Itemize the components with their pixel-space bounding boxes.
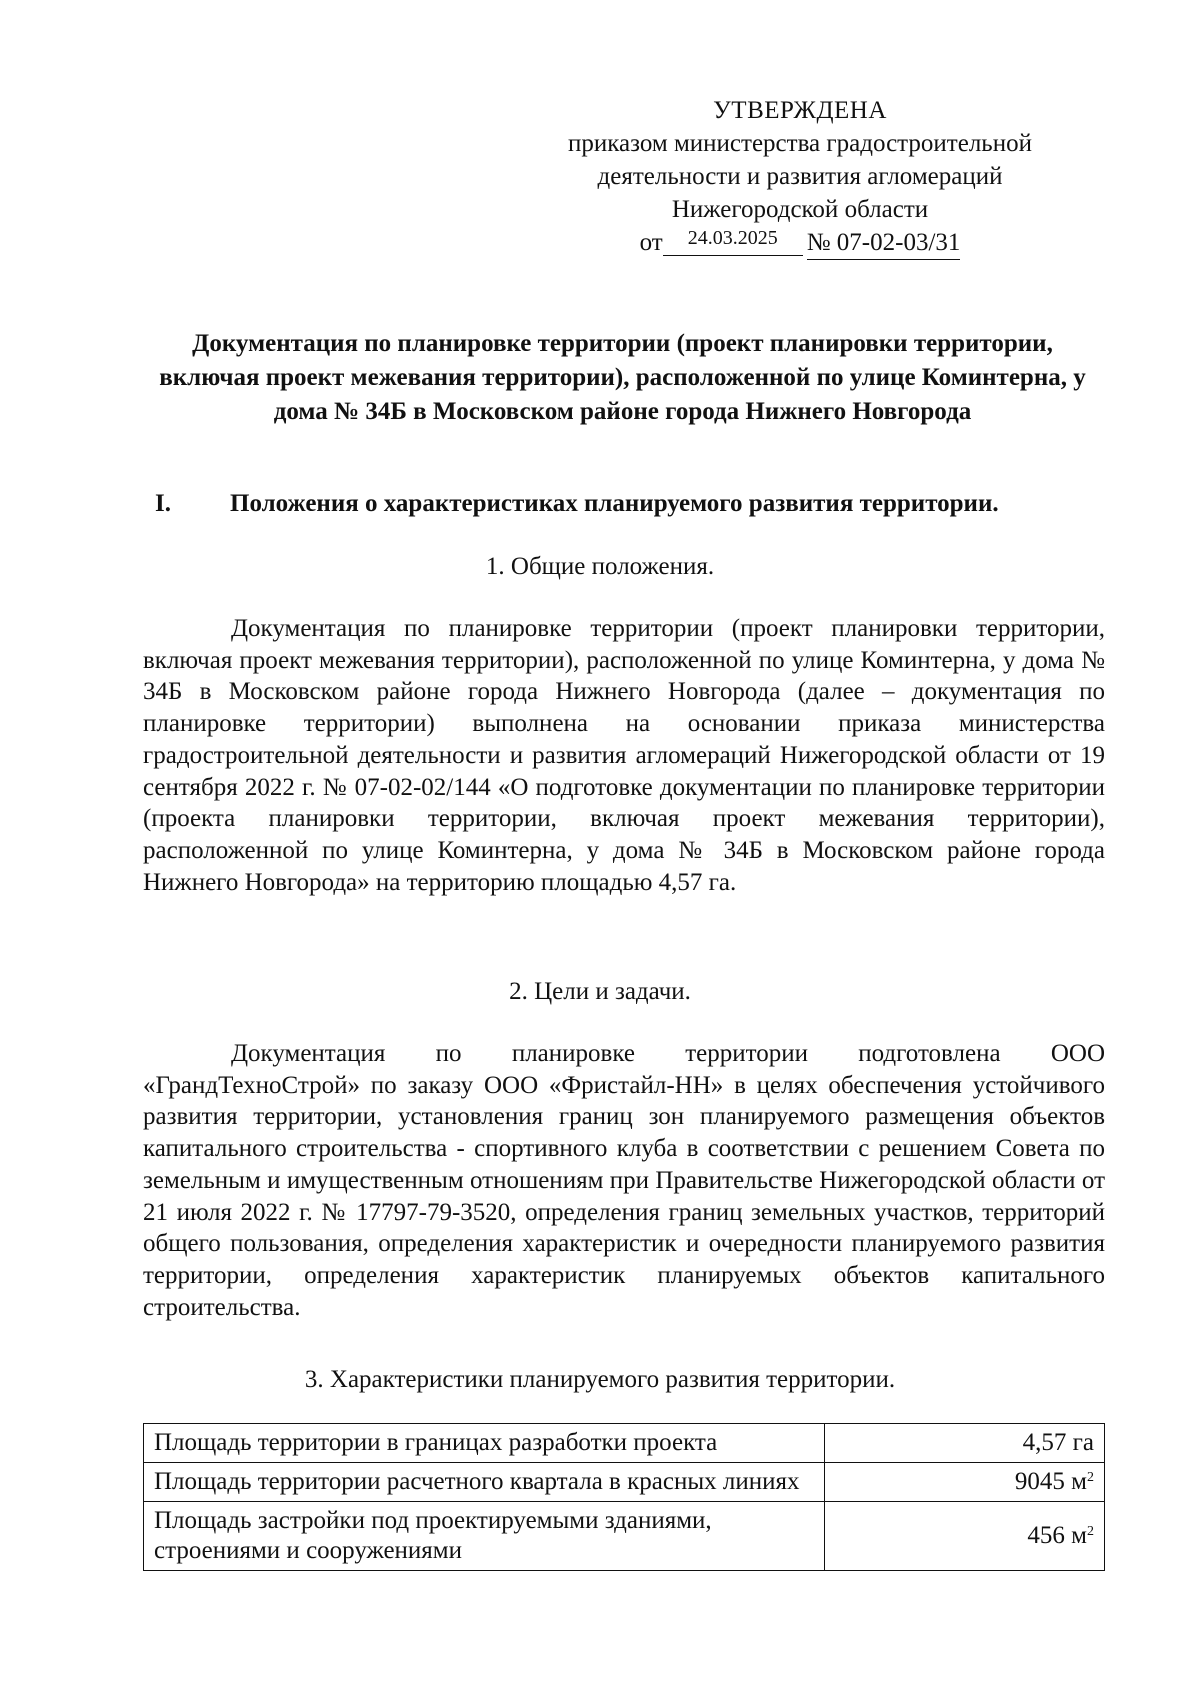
approval-date-line xyxy=(520,226,1080,262)
table-cell-value xyxy=(825,1424,1105,1463)
section-text: Положения о характеристиках планируемого развития территории. xyxy=(230,490,999,517)
value-text: 9045 м xyxy=(1014,1468,1087,1495)
table-cell-value xyxy=(825,1502,1105,1571)
approval-block xyxy=(520,94,1080,262)
approval-date: 24.03.2025 xyxy=(663,222,803,256)
table-cell-label: Площадь территории расчетного квартала в красных линиях xyxy=(144,1463,825,1502)
table-cell-label: Площадь территории в границах разработки проекта xyxy=(144,1424,825,1463)
approval-line-2: деятельности и развития агломераций xyxy=(597,163,1003,190)
table-cell-label: Площадь застройки под проектируемыми зданиями, строениями и сооружениями xyxy=(144,1502,825,1571)
table-cell-value xyxy=(825,1463,1105,1502)
table-row xyxy=(144,1424,1105,1463)
document-title: Документация по планировке территории (проект планировки территории, включая проект межевания территории), расположенной по улице Коминтерна, у дома № 34Б в Московском районе города Нижнего Новгорода xyxy=(159,330,1086,425)
value-text: 4,57 га xyxy=(1022,1429,1094,1456)
table-row xyxy=(144,1502,1105,1571)
subsection-text-1: Документация по планировке территории (проект планировки территории, включая проект межевания территории), расположенной по улице Коминтерна, у дома № 34Б в Московском районе города Нижнего Новгорода (далее – документация по планировке территории) выполнена на основании приказа министерства градостроительной деятельности и развития агломераций Нижегородской области от 19 сентября 2022 г. № 07-02-02/144 «О подготовке документации по планировке территории (проекта планировки территории, включая проект межевания территории), расположенной по улице Коминтерна, у дома № 34Б в Московском районе города Нижнего Новгорода» на территорию площадью 4,57 га. xyxy=(143,615,1105,896)
section-number: I. xyxy=(155,490,171,517)
value-superscript: 2 xyxy=(1087,1524,1094,1539)
date-prefix: от xyxy=(639,229,663,256)
subsection-heading-2: 2. Цели и задачи. xyxy=(509,978,691,1005)
subsection-text-2: Документация по планировке территории подготовлена ООО «ГрандТехноСтрой» по заказу ООО «Фристайл-НН» в целях обеспечения устойчивого развития территории, установления границ зон планируемого размещения объектов капитального строительства - спортивного клуба в соответствии с решением Совета по земельным и имущественным отношениям при Правительстве Нижегородской области от 21 июля 2022 г. № 17797-79-3520, определения границ земельных участков, территорий общего пользования, определения характеристик и очередности планируемого развития территории, определения характеристик планируемых объектов капитального строительства. xyxy=(143,1040,1105,1321)
approval-number: № 07-02-03/31 xyxy=(807,226,961,260)
approval-line-3: Нижегородской области xyxy=(671,196,929,223)
table-row xyxy=(144,1463,1105,1502)
approval-line-1: приказом министерства градостроительной xyxy=(568,130,1032,157)
approval-keyword: УТВЕРЖДЕНА xyxy=(713,97,887,124)
characteristics-table xyxy=(143,1423,1105,1571)
subsection-heading-1: 1. Общие положения. xyxy=(485,553,715,580)
value-text: 456 м xyxy=(1027,1522,1087,1549)
value-superscript: 2 xyxy=(1087,1470,1094,1485)
subsection-heading-3: 3. Характеристики планируемого развития территории. xyxy=(304,1366,896,1393)
